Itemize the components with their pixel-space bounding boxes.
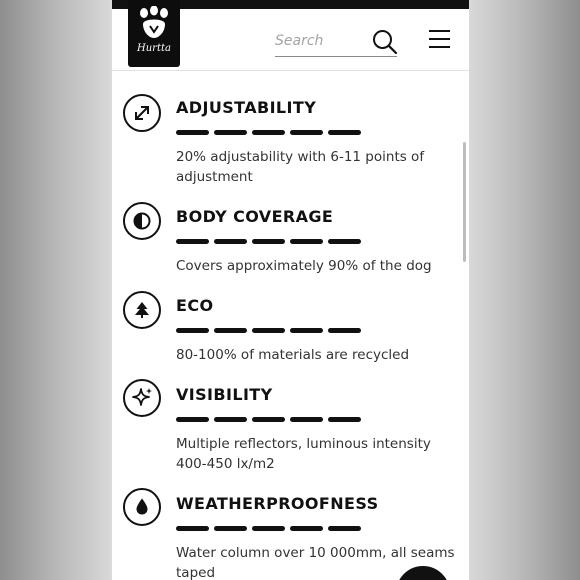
feature-description: 20% adjustability with 6-11 points of adjustment [176,149,425,185]
features-list [112,72,469,580]
feature-description: Multiple reflectors, luminous intensity 400-450 lx/m2 [176,436,431,472]
rating-bars [176,130,366,135]
site-header [112,9,469,71]
search-icon[interactable] [372,29,398,55]
search-box [275,23,397,57]
feature-title: BODY COVERAGE [176,207,334,226]
feature-title: WEATHERPROOFNESS [176,494,379,513]
rating-bars [176,526,366,531]
logo-text: Hurtta [137,43,171,54]
diagonal-arrows-icon [123,94,161,132]
feature-description: 80-100% of materials are recycled [176,347,410,363]
sparkle-icon [123,379,161,417]
feature-title: ECO [176,296,214,315]
water-drop-icon [123,488,161,526]
feature-description: Covers approximately 90% of the dog [176,258,432,274]
search-input[interactable] [275,31,365,51]
rating-bars [176,328,366,333]
half-circle-icon [123,202,161,240]
phone-screen [112,0,469,580]
rating-bars [176,239,366,244]
scrollbar[interactable] [463,142,466,262]
tree-icon [123,291,161,329]
brand-logo[interactable] [128,0,180,67]
feature-description: Water column over 10 000mm, all seams taped [176,545,455,580]
hamburger-menu-icon[interactable] [429,30,450,49]
rating-bars [176,417,366,422]
feature-title: ADJUSTABILITY [176,98,317,117]
paw-logo-icon [137,6,171,40]
feature-title: VISIBILITY [176,385,273,404]
